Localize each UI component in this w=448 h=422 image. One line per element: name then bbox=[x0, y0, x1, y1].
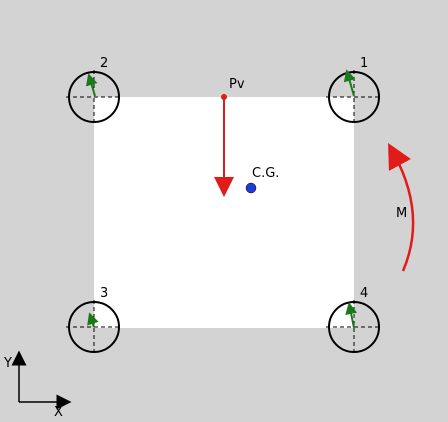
y-axis-label: Y bbox=[4, 356, 12, 371]
xy-axes-icon bbox=[3, 356, 64, 420]
bolt-2 bbox=[66, 56, 122, 124]
point-load-label: Pv bbox=[229, 77, 245, 92]
moment-label: M bbox=[396, 206, 408, 221]
bolt-1-label: 1 bbox=[360, 56, 369, 71]
bolt-3-label: 3 bbox=[100, 286, 109, 301]
bolt-1 bbox=[326, 56, 382, 124]
x-axis-label: X bbox=[54, 405, 63, 420]
bolt-2-label: 2 bbox=[100, 56, 109, 71]
moment bbox=[394, 154, 413, 271]
center-of-gravity-label: C.G. bbox=[252, 166, 280, 181]
bolt-1-force-vector bbox=[348, 75, 354, 96]
bolt-3-force-vector bbox=[91, 318, 94, 327]
center-of-gravity-dot bbox=[246, 183, 256, 193]
bolt-4-label: 4 bbox=[360, 286, 369, 301]
